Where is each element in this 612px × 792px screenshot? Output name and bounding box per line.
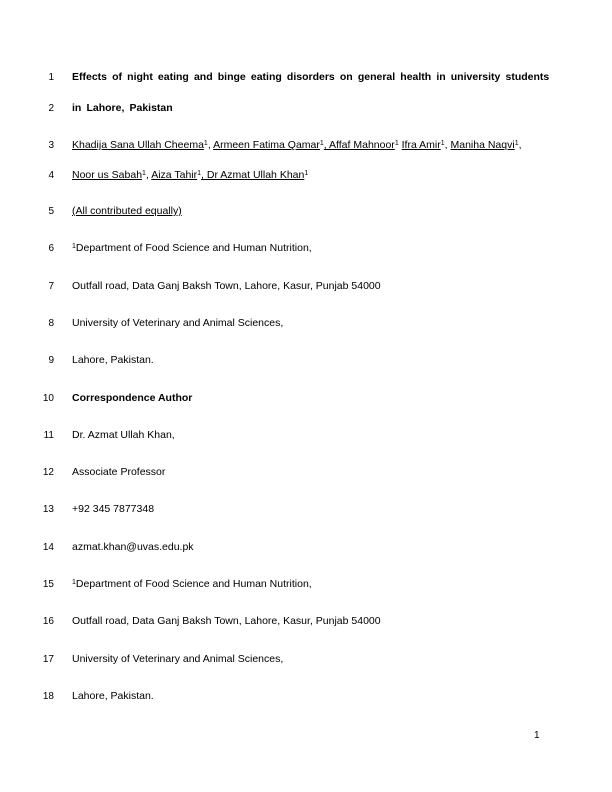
line-number: 13	[42, 504, 54, 515]
text-line	[72, 280, 381, 292]
line-text: Associate Professor	[72, 466, 166, 478]
line-number: 18	[42, 691, 54, 702]
page-number: 1	[534, 730, 540, 741]
paper-title-line	[72, 71, 550, 83]
text-line	[72, 466, 165, 478]
line-number: 10	[42, 393, 54, 404]
line-number: 11	[43, 430, 54, 441]
affiliation-mark: 1	[304, 170, 309, 177]
line-number: 9	[48, 355, 54, 366]
affiliation-mark: 1	[514, 140, 519, 147]
line-text: Lahore, Pakistan.	[72, 354, 154, 366]
author-list	[72, 169, 308, 181]
line-text: Dr. Azmat Ullah Khan,	[72, 429, 175, 441]
line-number: 14	[42, 542, 54, 553]
affiliation-mark: 1	[440, 140, 445, 147]
text-line	[72, 354, 154, 366]
affiliation-mark: 1	[72, 243, 76, 250]
paper-title-line	[72, 102, 173, 114]
line-text: Department of Food Science and Human Nutrition,	[75, 242, 312, 254]
affiliation-mark: 1	[142, 170, 146, 177]
separator: ,	[145, 169, 152, 181]
text-line	[72, 541, 194, 553]
line-text: Effects of night eating and binge eating disorders on general health in university students	[72, 71, 550, 83]
affiliation-mark: 1	[197, 170, 202, 177]
text-line	[72, 242, 312, 254]
affiliation-mark: 1	[319, 140, 324, 147]
line-number: 7	[48, 281, 54, 292]
line-number: 8	[48, 318, 54, 329]
text-line	[72, 690, 154, 702]
line-number: 5	[48, 206, 54, 217]
author-name: Khadija Sana Ullah Cheema	[72, 139, 204, 151]
line-number: 4	[48, 170, 54, 181]
line-text: Department of Food Science and Human Nutrition,	[75, 578, 312, 590]
affiliation-mark: 1	[394, 140, 399, 147]
text-line	[72, 615, 381, 627]
line-text: Outfall road, Data Ganj Baksh Town, Lahore, Kasur, Punjab 54000	[72, 280, 381, 292]
section-heading	[72, 392, 192, 404]
affiliation-mark: 1	[72, 579, 76, 586]
author-list	[72, 139, 522, 151]
affiliation-mark: 1	[203, 140, 208, 147]
line-text: University of Veterinary and Animal Sciences,	[72, 317, 284, 329]
line-number: 2	[48, 103, 54, 114]
line-number: 15	[42, 579, 54, 590]
line-number: 1	[48, 72, 54, 83]
author-name: , Affaf Mahnoor	[323, 139, 395, 151]
line-text: in Lahore, Pakistan	[72, 102, 173, 114]
line-number: 12	[42, 467, 54, 478]
line-text: Correspondence Author	[72, 392, 193, 404]
text-line	[72, 429, 175, 441]
author-name: Ifra Amir	[401, 139, 441, 151]
separator: ,	[518, 139, 522, 151]
line-text: +92 345 7877348	[72, 503, 155, 515]
text-line	[72, 503, 154, 515]
line-text: University of Veterinary and Animal Sciences,	[72, 653, 284, 665]
line-number: 6	[48, 243, 54, 254]
line-text: (All contributed equally)	[72, 205, 182, 217]
separator: ,	[207, 139, 214, 151]
author-name: , Dr Azmat Ullah Khan	[201, 169, 305, 181]
author-name: Noor us Sabah	[72, 169, 143, 181]
separator: ,	[444, 139, 451, 151]
line-number: 17	[42, 654, 54, 665]
text-line	[72, 653, 283, 665]
text-line	[72, 205, 182, 217]
author-name: Armeen Fatima Qamar	[213, 139, 320, 151]
line-text: Lahore, Pakistan.	[72, 690, 154, 702]
text-line	[72, 578, 312, 590]
author-name: Maniha Naqvi	[450, 139, 515, 151]
line-number: 3	[48, 140, 54, 151]
text-line	[72, 317, 283, 329]
line-text: Outfall road, Data Ganj Baksh Town, Lahore, Kasur, Punjab 54000	[72, 615, 381, 627]
line-number: 16	[42, 616, 54, 627]
author-name: Aiza Tahir	[151, 169, 198, 181]
line-text: azmat.khan@uvas.edu.pk	[72, 541, 194, 553]
